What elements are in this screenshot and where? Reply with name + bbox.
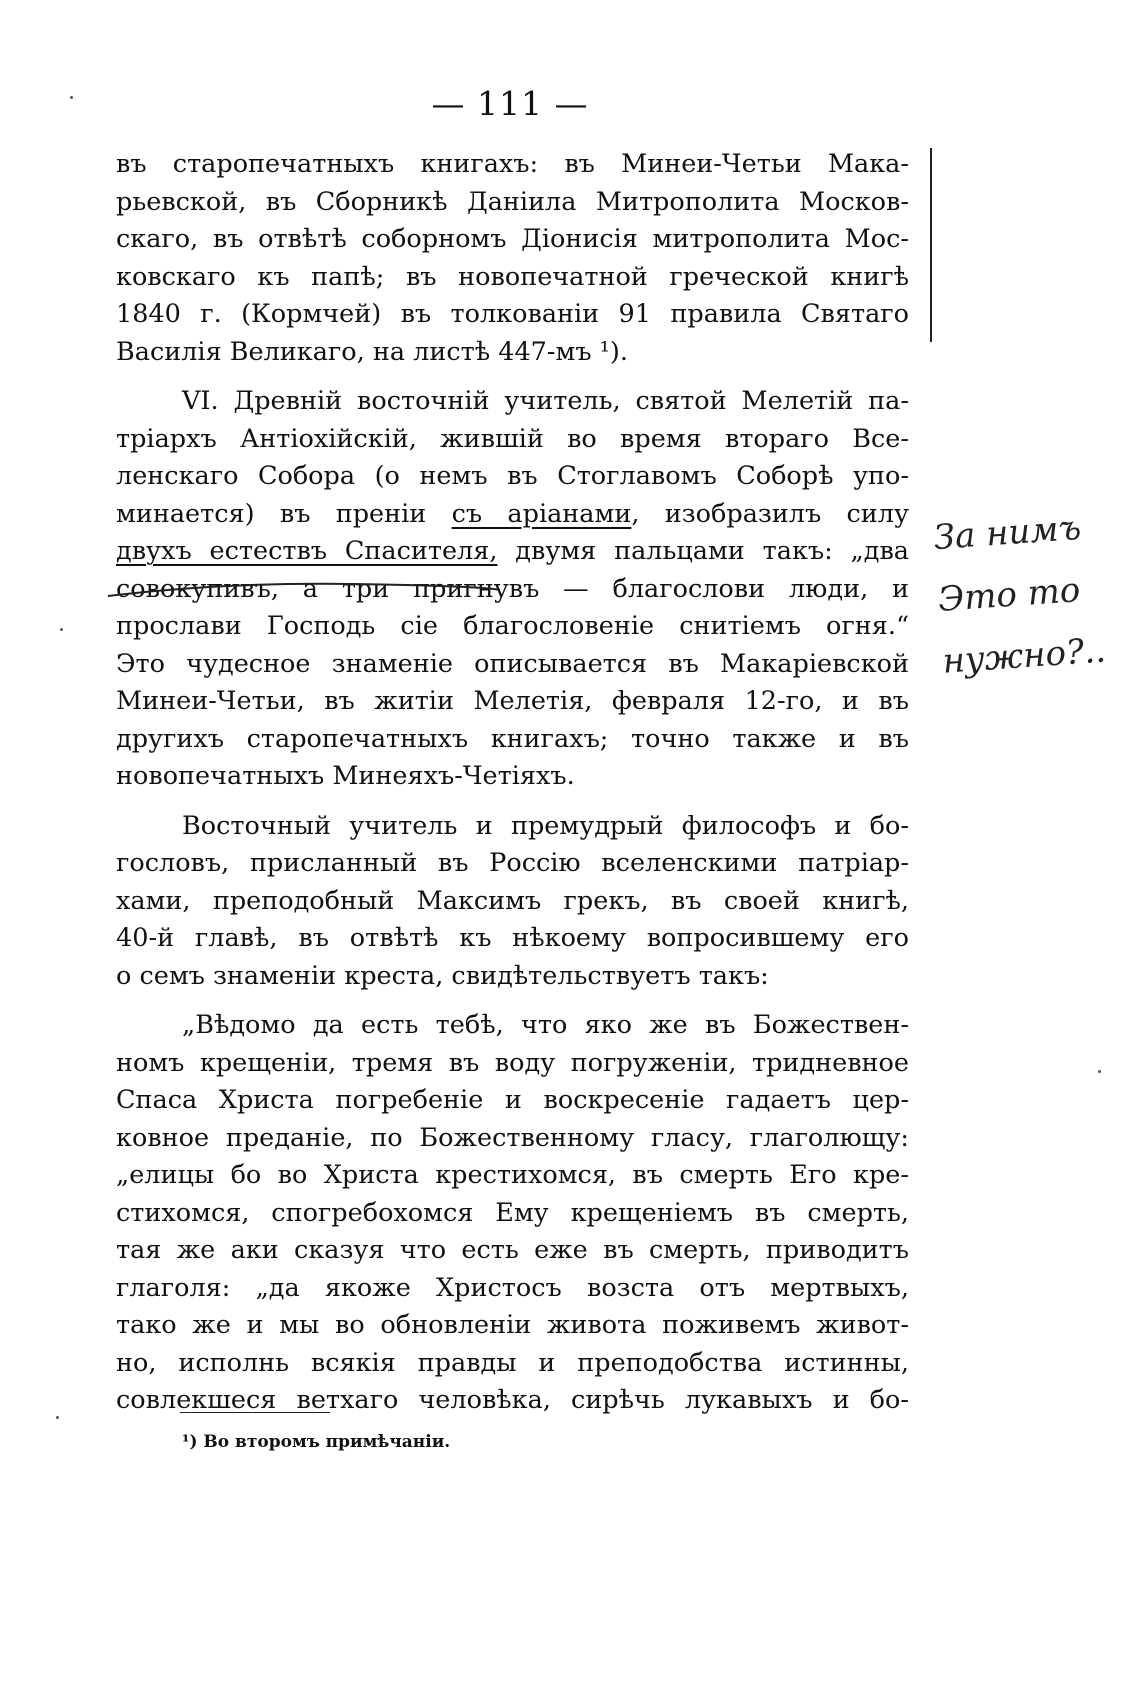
text-line: совокупивъ, а три пригнувъ — благослови люди, и	[116, 573, 909, 604]
text-line: другихъ старопечатныхъ книгахъ; точно также и въ	[116, 723, 909, 754]
text-line: Василія Великаго, на листѣ 447-мъ ¹).	[116, 336, 628, 367]
handwritten-line: Это то	[936, 570, 1082, 620]
footnote-rule	[180, 1412, 330, 1413]
pen-curve-mark	[104, 576, 504, 600]
paper-speck	[60, 628, 63, 631]
text-line: рьевской, въ Сборникѣ Даніила Митрополита Москов-	[116, 186, 909, 217]
text-line: стихомся, спогребохомся Ему крещеніемъ въ смерть,	[116, 1197, 909, 1228]
text-line: ленскаго Собора (о немъ въ Стоглавомъ Соборѣ упо-	[116, 461, 909, 491]
text-line: ковное преданіе, по Божественному гласу, глаголющу:	[116, 1122, 909, 1153]
handwritten-note	[932, 493, 1140, 692]
text-line: тая же аки сказуя что есть еже въ смерть, приводитъ	[116, 1235, 909, 1265]
line-part: , изобразилъ силу	[631, 498, 910, 529]
text-line: Восточный учитель и премудрый философъ и бо-	[182, 810, 909, 841]
text-line: о семъ знаменіи креста, свидѣтельствуетъ такъ:	[116, 960, 769, 991]
paper-speck	[56, 1416, 59, 1419]
line-part: двумя пальцами такъ: „два	[497, 536, 910, 566]
footnote	[182, 1432, 450, 1452]
page-number: — 111 —	[431, 84, 589, 123]
text-line: новопечатныхъ Минеяхъ-Четіяхъ.	[116, 761, 575, 791]
text-line: гословъ, присланный въ Россію вселенскими патріар-	[116, 848, 909, 878]
text-line: Минеи-Четьи, въ житіи Мелетія, февраля 12-го, и въ	[116, 686, 909, 716]
line-part: минается) въ преніи	[116, 498, 452, 529]
text-line: совлекшеся ветхаго человѣка, сирѣчь лукавыхъ и бо-	[116, 1385, 909, 1415]
text-line: въ старопечатныхъ книгахъ: въ Минеи-Четьи Мака-	[116, 149, 909, 179]
handwritten-line: нужно?..	[941, 630, 1108, 682]
underlined-phrase: двухъ естествъ Спасителя,	[116, 536, 498, 566]
paper-speck	[70, 96, 73, 99]
text-line: но, исполнь всякія правды и преподобства истинны,	[116, 1347, 909, 1378]
text-line: скаго, въ отвѣтѣ соборномъ Діонисія митрополита Мос-	[116, 224, 909, 254]
margin-bracket	[912, 148, 932, 342]
text-line: тако же и мы во обновленіи живота поживемъ живот-	[116, 1310, 909, 1340]
text-line: 1840 г. (Кормчей) въ толкованіи 91 правила Святаго	[116, 299, 909, 329]
text-line: хами, преподобный Максимъ грекъ, въ своей книгѣ,	[116, 885, 909, 916]
text-line: прослави Господь сіе благословеніе снитіемъ огня.“	[116, 611, 909, 641]
text-line: „Вѣдомо да есть тебѣ, что яко же въ Божествен-	[182, 1010, 909, 1040]
text-line: тріархъ Антіохійскій, жившій во время втораго Все-	[116, 423, 909, 454]
text-line: VI. Древній восточній учитель, святой Мелетій па-	[182, 386, 909, 416]
handwritten-line: За нимъ	[932, 507, 1083, 559]
body-text	[116, 146, 909, 1420]
footnote-marker: ¹)	[182, 1432, 198, 1452]
text-line-underlined	[116, 533, 909, 571]
footnote-text: Во второмъ примѣчаніи.	[203, 1432, 451, 1452]
text-line: „елицы бо во Христа крестихомся, въ смерть Его кре-	[116, 1160, 909, 1190]
text-line-underlined	[116, 496, 909, 534]
text-line: Это чудесное знаменіе описывается въ Макаріевской	[116, 648, 909, 679]
text-line: глаголя: „да якоже Христосъ возста отъ мертвыхъ,	[116, 1272, 909, 1303]
underlined-phrase: съ аріанами	[451, 498, 632, 529]
text-line: Спаса Христа погребеніе и воскресеніе гадаетъ цер-	[116, 1085, 909, 1115]
text-line: ковскаго къ папѣ; въ новопечатной греческой книгѣ	[116, 261, 909, 292]
text-line: номъ крещеніи, тремя въ воду погруженіи, тридневное	[116, 1047, 909, 1078]
paper-speck	[1098, 1070, 1101, 1073]
text-line: 40-й главѣ, въ отвѣтѣ къ нѣкоему вопросившему его	[116, 923, 909, 953]
